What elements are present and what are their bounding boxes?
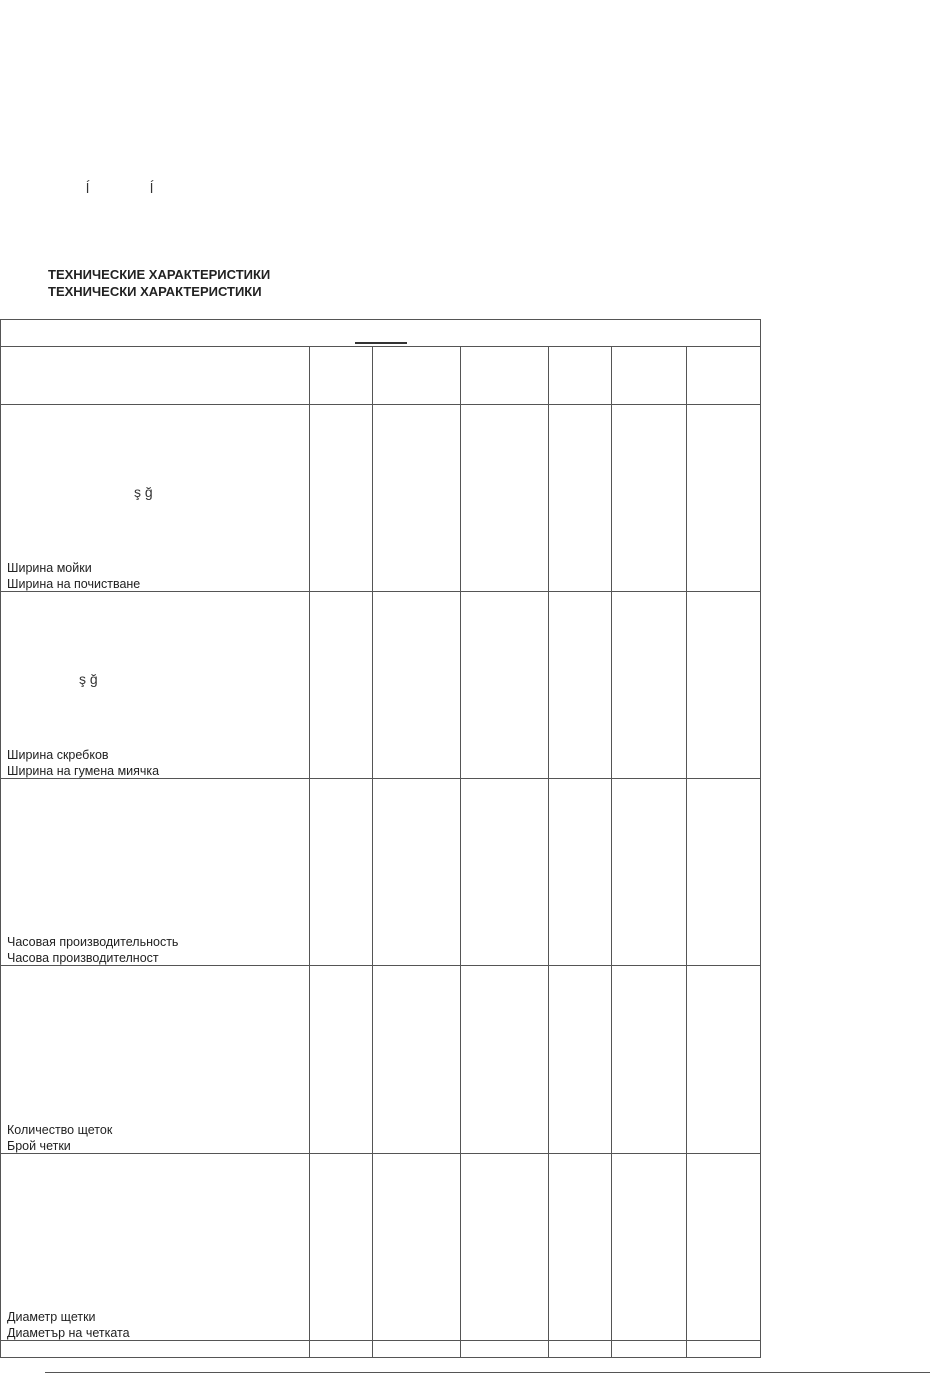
- row-2-label-bg: Ширина на гумена миячка: [7, 763, 160, 778]
- section-title-ru: ТЕХНИЧЕСКИЕ ХАРАКТЕРИСТИКИ: [48, 267, 271, 282]
- row-5-label: [7, 1310, 130, 1341]
- row-3-label-bg: Часова производителност: [7, 950, 159, 965]
- row-1-label: [7, 561, 140, 592]
- row-rule-4: [1, 1153, 760, 1154]
- column-rule-5: [611, 346, 612, 1358]
- header-band-rule: [1, 346, 760, 347]
- header-mark: [355, 342, 407, 344]
- column-header-rule: [1, 404, 760, 405]
- row-2-label-ru: Ширина скребков: [7, 748, 109, 762]
- header-glyph-right: ĺ: [150, 180, 154, 196]
- row-2-glyphs: ş ğ: [79, 671, 98, 687]
- row-1-label-ru: Ширина мойки: [7, 561, 92, 575]
- column-rule-4: [548, 346, 549, 1358]
- row-4-label-bg: Брой четки: [7, 1138, 71, 1153]
- row-5-label-bg: Диаметър на четката: [7, 1325, 130, 1340]
- row-2-label: [7, 748, 159, 779]
- column-rule-6: [686, 346, 687, 1358]
- column-rule-2: [372, 346, 373, 1358]
- row-1-glyphs: ş ğ: [134, 484, 153, 500]
- column-rule-1: [309, 346, 310, 1358]
- header-glyph-left: ĺ: [86, 180, 90, 196]
- row-4-label-ru: Количество щеток: [7, 1123, 113, 1137]
- row-3-label: [7, 935, 178, 966]
- row-3-label-ru: Часовая производительность: [7, 935, 179, 949]
- row-4-label: [7, 1123, 112, 1154]
- footer-rule: [45, 1372, 930, 1373]
- row-1-label-bg: Ширина на почистване: [7, 576, 141, 591]
- spec-table: [0, 319, 761, 1358]
- section-title-bg: ТЕХНИЧЕСКИ ХАРАКТЕРИСТИКИ: [48, 284, 262, 299]
- section-title: [48, 266, 270, 300]
- column-rule-3: [460, 346, 461, 1358]
- row-5-label-ru: Диаметр щетки: [7, 1310, 96, 1324]
